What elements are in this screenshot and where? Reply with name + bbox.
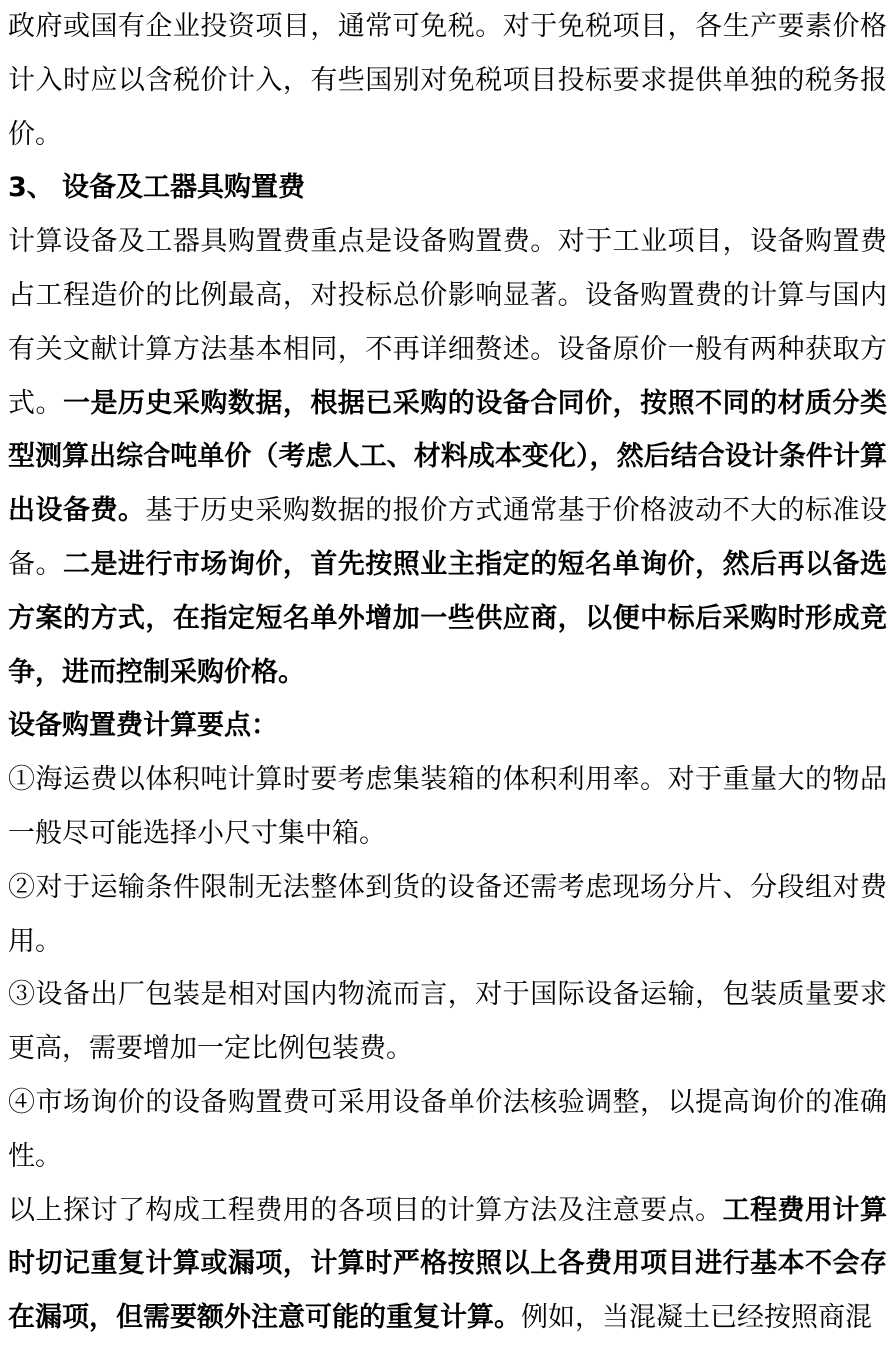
point-item-4: ④市场询价的设备购置费可采用设备单价法核验调整，以提高询价的准确性。 xyxy=(8,1086,887,1172)
points-heading: 设备购置费计算要点： xyxy=(8,710,278,742)
bold-method-one: 一是历史采购数据，根据已采购的设备合同价，按照不同的材质分类型测算出综合吨单价（考虑人工、材料成本变化），然后结合设计条件计算出设备费。 xyxy=(8,387,887,527)
paragraph-mid-text: 基于历史采购数据的报价方式通常基于价格波动不大的标准设备。 xyxy=(8,495,888,580)
section-title: 设备及工器具购置费 xyxy=(62,172,305,204)
paragraph-intro-text: 计算设备及工器具购置费重点是设备购置费。对于工业项目，设备购置费占工程造价的比例最高，对投标总价影响显著。设备购置费的计算与国内有关文献计算方法基本相同，不再详细赘述。设备原价一般有两种获取方式。 xyxy=(8,226,887,419)
point-item-1: ①海运费以体积吨计算时要考虑集装箱的体积利用率。对于重量大的物品一般尽可能选择小尺寸集中箱。 xyxy=(8,764,887,849)
point-item-3: ③设备出厂包装是相对国内物流而言，对于国际设备运输，包装质量要求更高，需要增加一定比例包装费。 xyxy=(8,979,887,1065)
paragraph-equipment-cost xyxy=(8,215,887,699)
bold-method-two: 二是进行市场询价，首先按照业主指定的短名单询价，然后再以备选方案的方式，在指定短名单外增加一些供应商，以便中标后采购时形成竞争，进而控制采购价格。 xyxy=(8,548,887,688)
point-item-2: ②对于运输条件限制无法整体到货的设备还需考虑现场分片、分段组对费用。 xyxy=(8,871,887,957)
summary-bold-text: 工程费用计算时切记重复计算或漏项，计算时严格按照以上各费用项目进行基本不会存在漏项，但需要额外注意可能的重复计算。 xyxy=(8,1194,888,1334)
section-heading xyxy=(8,161,887,215)
section-number: 3、 xyxy=(8,172,54,204)
document-page xyxy=(8,0,887,1345)
paragraph-tax-exemption: 政府或国有企业投资项目，通常可免税。对于免税项目，各生产要素价格计入时应以含税价计入，有些国别对免税项目投标要求提供单独的税务报价。 xyxy=(8,11,887,150)
paragraph-summary xyxy=(8,1184,887,1345)
summary-tail-text: 例如，当混凝土已经按照商混 xyxy=(521,1302,872,1334)
summary-intro-text: 以上探讨了构成工程费用的各项目的计算方法及注意要点。 xyxy=(8,1194,723,1226)
